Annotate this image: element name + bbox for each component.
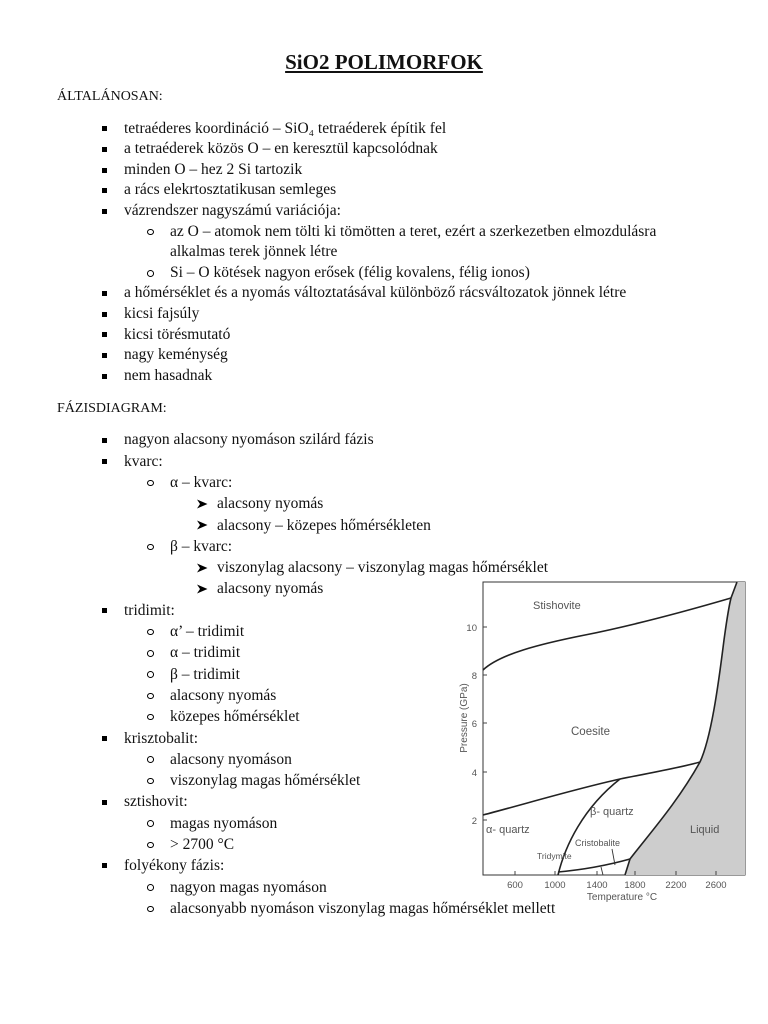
list-item-text: a rács elekrtosztatikusan semleges — [124, 181, 337, 199]
circle-bullet-icon — [147, 270, 154, 277]
list-item — [0, 283, 768, 304]
section-heading-general: ÁLTALÁNOSAN: — [57, 89, 163, 104]
list-item — [0, 139, 768, 160]
x-tick-label: 600 — [507, 880, 523, 891]
x-tick-label: 1000 — [544, 880, 566, 891]
square-bullet-icon — [102, 147, 107, 152]
sub-list-item-text: Si – O kötések nagyon erősek (félig kovalens, félig ionos) — [170, 263, 530, 281]
list-item-text: krisztobalit: — [124, 729, 199, 747]
circle-bullet-icon — [147, 229, 154, 236]
y-tick-label: 2 — [471, 816, 477, 827]
square-bullet-icon — [102, 126, 107, 131]
region-label-tridymite: Tridymite — [537, 851, 572, 861]
square-bullet-icon — [102, 209, 107, 214]
circle-bullet-icon — [147, 544, 154, 551]
sub-sub-list-item — [0, 515, 768, 536]
y-tick-label: 8 — [471, 671, 477, 682]
list-item — [0, 304, 768, 325]
circle-bullet-icon — [147, 480, 154, 487]
sub-list-item-text: α – kvarc: — [170, 473, 233, 491]
square-bullet-icon — [102, 332, 107, 337]
circle-bullet-icon — [147, 842, 154, 849]
circle-bullet-icon — [147, 756, 154, 763]
sub-list-item-text: alacsony nyomáson — [170, 750, 292, 768]
list-item — [0, 325, 768, 346]
list-item-text: kicsi fajsúly — [124, 305, 200, 323]
square-bullet-icon — [102, 438, 107, 443]
list-item-text: sztishovit: — [124, 793, 188, 811]
list-item-text: nem hasadnak — [124, 366, 213, 384]
square-bullet-icon — [102, 800, 107, 805]
list-item — [0, 345, 768, 366]
sub-list-item — [0, 263, 768, 284]
circle-bullet-icon — [147, 671, 154, 678]
region-label-alpha-quartz: α- quartz — [486, 824, 530, 836]
list-item-text: minden O – hez 2 Si tartozik — [124, 160, 303, 178]
y-axis-label: Pressure (GPa) — [459, 683, 470, 753]
circle-bullet-icon — [147, 884, 154, 891]
square-bullet-icon — [102, 291, 107, 296]
sub-sub-list-item — [0, 557, 768, 578]
sub-list — [0, 222, 768, 284]
circle-bullet-icon — [147, 650, 154, 657]
region-label-cristobalite: Cristobalite — [575, 838, 621, 848]
region-label-beta-quartz: β- quartz — [590, 806, 634, 818]
sub-sub-list-item-text: alacsony nyomás — [217, 580, 324, 598]
list-item-text: a hőmérséklet és a nyomás változtatásával különböző rácsváltozatok jönnek létre — [124, 284, 627, 302]
list-item-text: nagyon alacsony nyomáson szilárd fázis — [124, 431, 374, 449]
list-item — [0, 429, 768, 450]
arrow-bullet-icon — [196, 584, 208, 594]
square-bullet-icon — [102, 168, 107, 173]
circle-bullet-icon — [147, 693, 154, 700]
square-bullet-icon — [102, 608, 107, 613]
square-bullet-icon — [102, 459, 107, 464]
sub-list-item-text: magas nyomáson — [170, 814, 278, 832]
list-item — [0, 160, 768, 181]
list-item-text: kicsi törésmutató — [124, 325, 231, 343]
y-tick-label: 10 — [466, 623, 477, 634]
list-item — [0, 180, 768, 201]
arrow-bullet-icon — [196, 520, 208, 530]
x-tick-label: 2600 — [705, 880, 727, 891]
y-tick-label: 4 — [471, 768, 477, 779]
sub-sub-list — [0, 493, 768, 536]
page-title: SiO2 POLIMORFOK — [285, 50, 483, 74]
x-tick-label: 1400 — [586, 880, 608, 891]
sub-list-item-text: alacsonyabb nyomáson viszonylag magas hőmérséklet mellett — [170, 899, 556, 917]
sub-sub-list-item-text: alacsony – közepes hőmérsékleten — [217, 516, 431, 534]
list-item-text: folyékony fázis: — [124, 857, 225, 875]
arrow-bullet-icon — [196, 563, 208, 573]
circle-bullet-icon — [147, 629, 154, 636]
x-axis-label: Temperature °C — [586, 892, 658, 903]
sub-list-item-text: alacsony nyomás — [170, 686, 277, 704]
phase-diagram-figure — [455, 578, 750, 906]
sub-list-item-text: β – kvarc: — [170, 537, 233, 555]
circle-bullet-icon — [147, 714, 154, 721]
section-heading-phase-diagram: FÁZISDIAGRAM: — [57, 401, 167, 416]
sub-sub-list-item-text: viszonylag alacsony – viszonylag magas hőmérséklet — [217, 559, 549, 577]
list-item — [0, 201, 768, 283]
square-bullet-icon — [102, 188, 107, 193]
list-item-text: nagy keménység — [124, 346, 228, 364]
x-tick-label: 2200 — [665, 880, 687, 891]
square-bullet-icon — [102, 736, 107, 741]
sub-list-item-text: > 2700 °C — [170, 836, 235, 854]
circle-bullet-icon — [147, 906, 154, 913]
general-list — [0, 119, 768, 387]
region-label-stishovite: Stishovite — [533, 600, 581, 612]
sub-list-item-text: α’ – tridimit — [170, 623, 245, 641]
square-bullet-icon — [102, 863, 107, 868]
region-label-liquid: Liquid — [690, 824, 720, 836]
list-item — [0, 366, 768, 387]
sub-sub-list-item — [0, 493, 768, 514]
sub-list-item-text: nagyon magas nyomáson — [170, 878, 327, 896]
arrow-bullet-icon — [196, 499, 208, 509]
sub-sub-list-item-text: alacsony nyomás — [217, 495, 324, 513]
x-tick-label: 1800 — [624, 880, 646, 891]
sub-list-item-text: α – tridimit — [170, 644, 241, 662]
list-item-text: kvarc: — [124, 452, 163, 470]
circle-bullet-icon — [147, 820, 154, 827]
list-item-text: tetraéderes koordináció – SiO₄ tetraéderek építik fel — [124, 119, 447, 137]
list-item-text: tridimit: — [124, 601, 175, 619]
circle-bullet-icon — [147, 778, 154, 785]
sub-list-item-text: az O – atomok nem tölti ki tömötten a teret, ezért a szerkezetben elmozdulásra alkalmas terek jönnek létre — [170, 222, 657, 261]
sub-list-item — [0, 222, 768, 263]
y-tick-label: 6 — [471, 719, 477, 730]
sub-list-item-text: közepes hőmérséklet — [170, 708, 300, 726]
sub-list-item-text: viszonylag magas hőmérséklet — [170, 772, 361, 790]
sub-list-item — [0, 472, 768, 536]
sub-list-item-text: β – tridimit — [170, 665, 240, 683]
list-item-text: a tetraéderek közös O – en keresztül kapcsolódnak — [124, 140, 438, 158]
region-label-coesite: Coesite — [571, 726, 610, 738]
list-item-text: vázrendszer nagyszámú variációja: — [124, 202, 341, 220]
square-bullet-icon — [102, 353, 107, 358]
square-bullet-icon — [102, 312, 107, 317]
list-item — [0, 119, 768, 140]
square-bullet-icon — [102, 374, 107, 379]
